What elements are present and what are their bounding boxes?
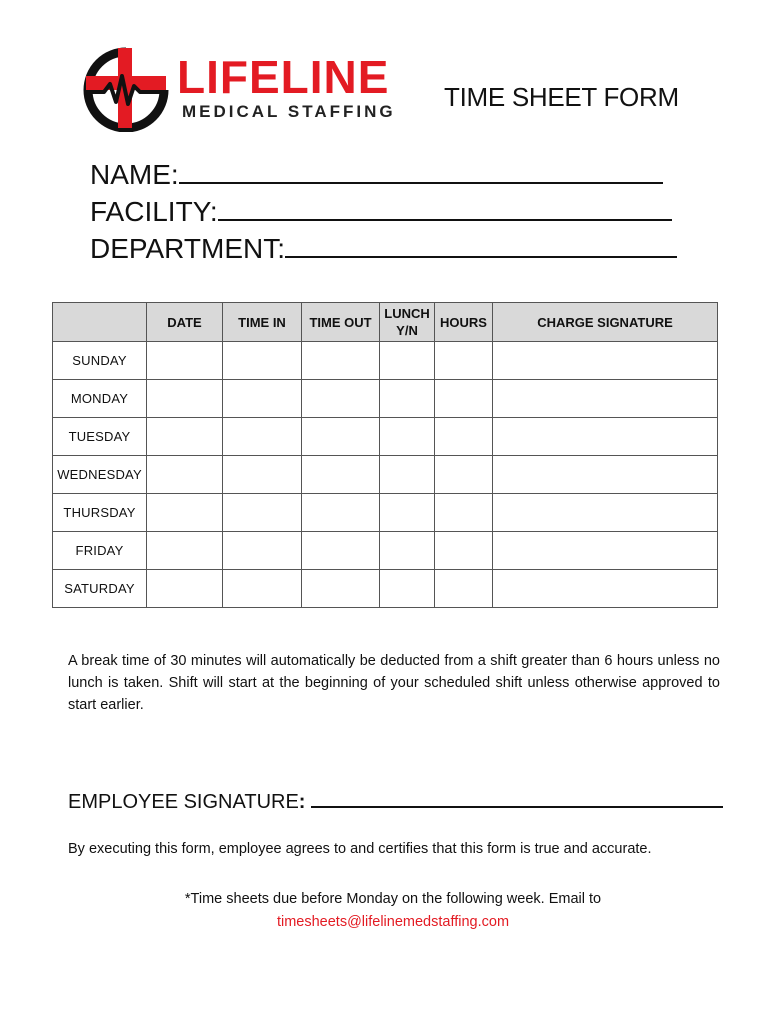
lunch-cell[interactable] [380,342,435,380]
hours-cell[interactable] [435,418,493,456]
time-out-cell[interactable] [302,418,380,456]
employee-signature-field[interactable] [68,786,723,814]
day-label: WEDNESDAY [53,456,147,494]
time-in-cell[interactable] [223,342,302,380]
time-in-cell[interactable] [223,570,302,608]
hours-cell[interactable] [435,380,493,418]
lunch-cell[interactable] [380,570,435,608]
employee-signature-label: EMPLOYEE SIGNATURE [68,791,299,813]
table-row [53,456,718,494]
table-row [53,494,718,532]
date-cell[interactable] [147,418,223,456]
time-out-cell[interactable] [302,380,380,418]
time-in-cell[interactable] [223,418,302,456]
day-label: MONDAY [53,380,147,418]
time-out-cell[interactable] [302,342,380,380]
date-cell[interactable] [147,570,223,608]
charge-signature-cell[interactable] [493,380,718,418]
lifeline-logo [82,46,402,132]
day-label: SUNDAY [53,342,147,380]
name-label: NAME: [90,159,179,190]
hours-cell[interactable] [435,342,493,380]
time-in-cell[interactable] [223,380,302,418]
brand-name: LIFELINE [177,51,390,103]
facility-label: FACILITY: [90,196,218,227]
hours-cell[interactable] [435,532,493,570]
name-field[interactable] [90,156,663,191]
table-row [53,342,718,380]
name-line[interactable] [179,156,663,184]
time-in-cell[interactable] [223,456,302,494]
header-day [53,303,147,342]
due-notice [0,888,770,934]
time-out-cell[interactable] [302,456,380,494]
day-label: FRIDAY [53,532,147,570]
hours-cell[interactable] [435,456,493,494]
lunch-cell[interactable] [380,380,435,418]
page-title: TIME SHEET FORM [444,82,679,112]
facility-line[interactable] [218,193,672,221]
brand-subtitle: MEDICAL STAFFING [182,102,396,121]
department-field[interactable] [90,230,677,265]
employee-signature-colon: : [298,791,306,813]
due-text: *Time sheets due before Monday on the following week. Email to [184,891,602,907]
table-row [53,570,718,608]
certification-statement: By executing this form, employee agrees to and certifies that this form is true and accurate. [68,841,652,857]
lunch-cell[interactable] [380,494,435,532]
charge-signature-cell[interactable] [493,494,718,532]
time-sheet-table [52,302,718,608]
day-label: SATURDAY [53,570,147,608]
lunch-cell[interactable] [380,456,435,494]
time-out-cell[interactable] [302,494,380,532]
date-cell[interactable] [147,532,223,570]
table-row [53,532,718,570]
time-out-cell[interactable] [302,532,380,570]
facility-field[interactable] [90,193,672,228]
lunch-cell[interactable] [380,532,435,570]
time-out-cell[interactable] [302,570,380,608]
hours-cell[interactable] [435,570,493,608]
date-cell[interactable] [147,456,223,494]
break-time-notice: A break time of 30 minutes will automatically be deducted from a shift greater than 6 hours unless no lunch is taken. Shift will start at the beginning of your scheduled shift unless otherwise approved to start earlier. [68,653,720,713]
hours-cell[interactable] [435,494,493,532]
charge-signature-cell[interactable] [493,418,718,456]
header-charge-signature: CHARGE SIGNATURE [493,303,718,342]
header-date: DATE [147,303,223,342]
medical-cross-heartbeat-icon [82,46,172,132]
table-row [53,380,718,418]
header-hours: HOURS [435,303,493,342]
time-in-cell[interactable] [223,532,302,570]
day-label: TUESDAY [53,418,147,456]
header-time-in: TIME IN [223,303,302,342]
email-link[interactable]: timesheets@lifelinemedstaffing.com [276,914,510,930]
employee-signature-line[interactable] [311,786,723,808]
charge-signature-cell[interactable] [493,456,718,494]
charge-signature-cell[interactable] [493,570,718,608]
header-lunch: LUNCH Y/N [380,303,435,342]
day-label: THURSDAY [53,494,147,532]
table-header-row [53,303,718,342]
charge-signature-cell[interactable] [493,342,718,380]
header-time-out: TIME OUT [302,303,380,342]
charge-signature-cell[interactable] [493,532,718,570]
date-cell[interactable] [147,380,223,418]
time-in-cell[interactable] [223,494,302,532]
department-label: DEPARTMENT: [90,233,285,264]
department-line[interactable] [285,230,677,258]
lunch-cell[interactable] [380,418,435,456]
date-cell[interactable] [147,342,223,380]
date-cell[interactable] [147,494,223,532]
table-row [53,418,718,456]
